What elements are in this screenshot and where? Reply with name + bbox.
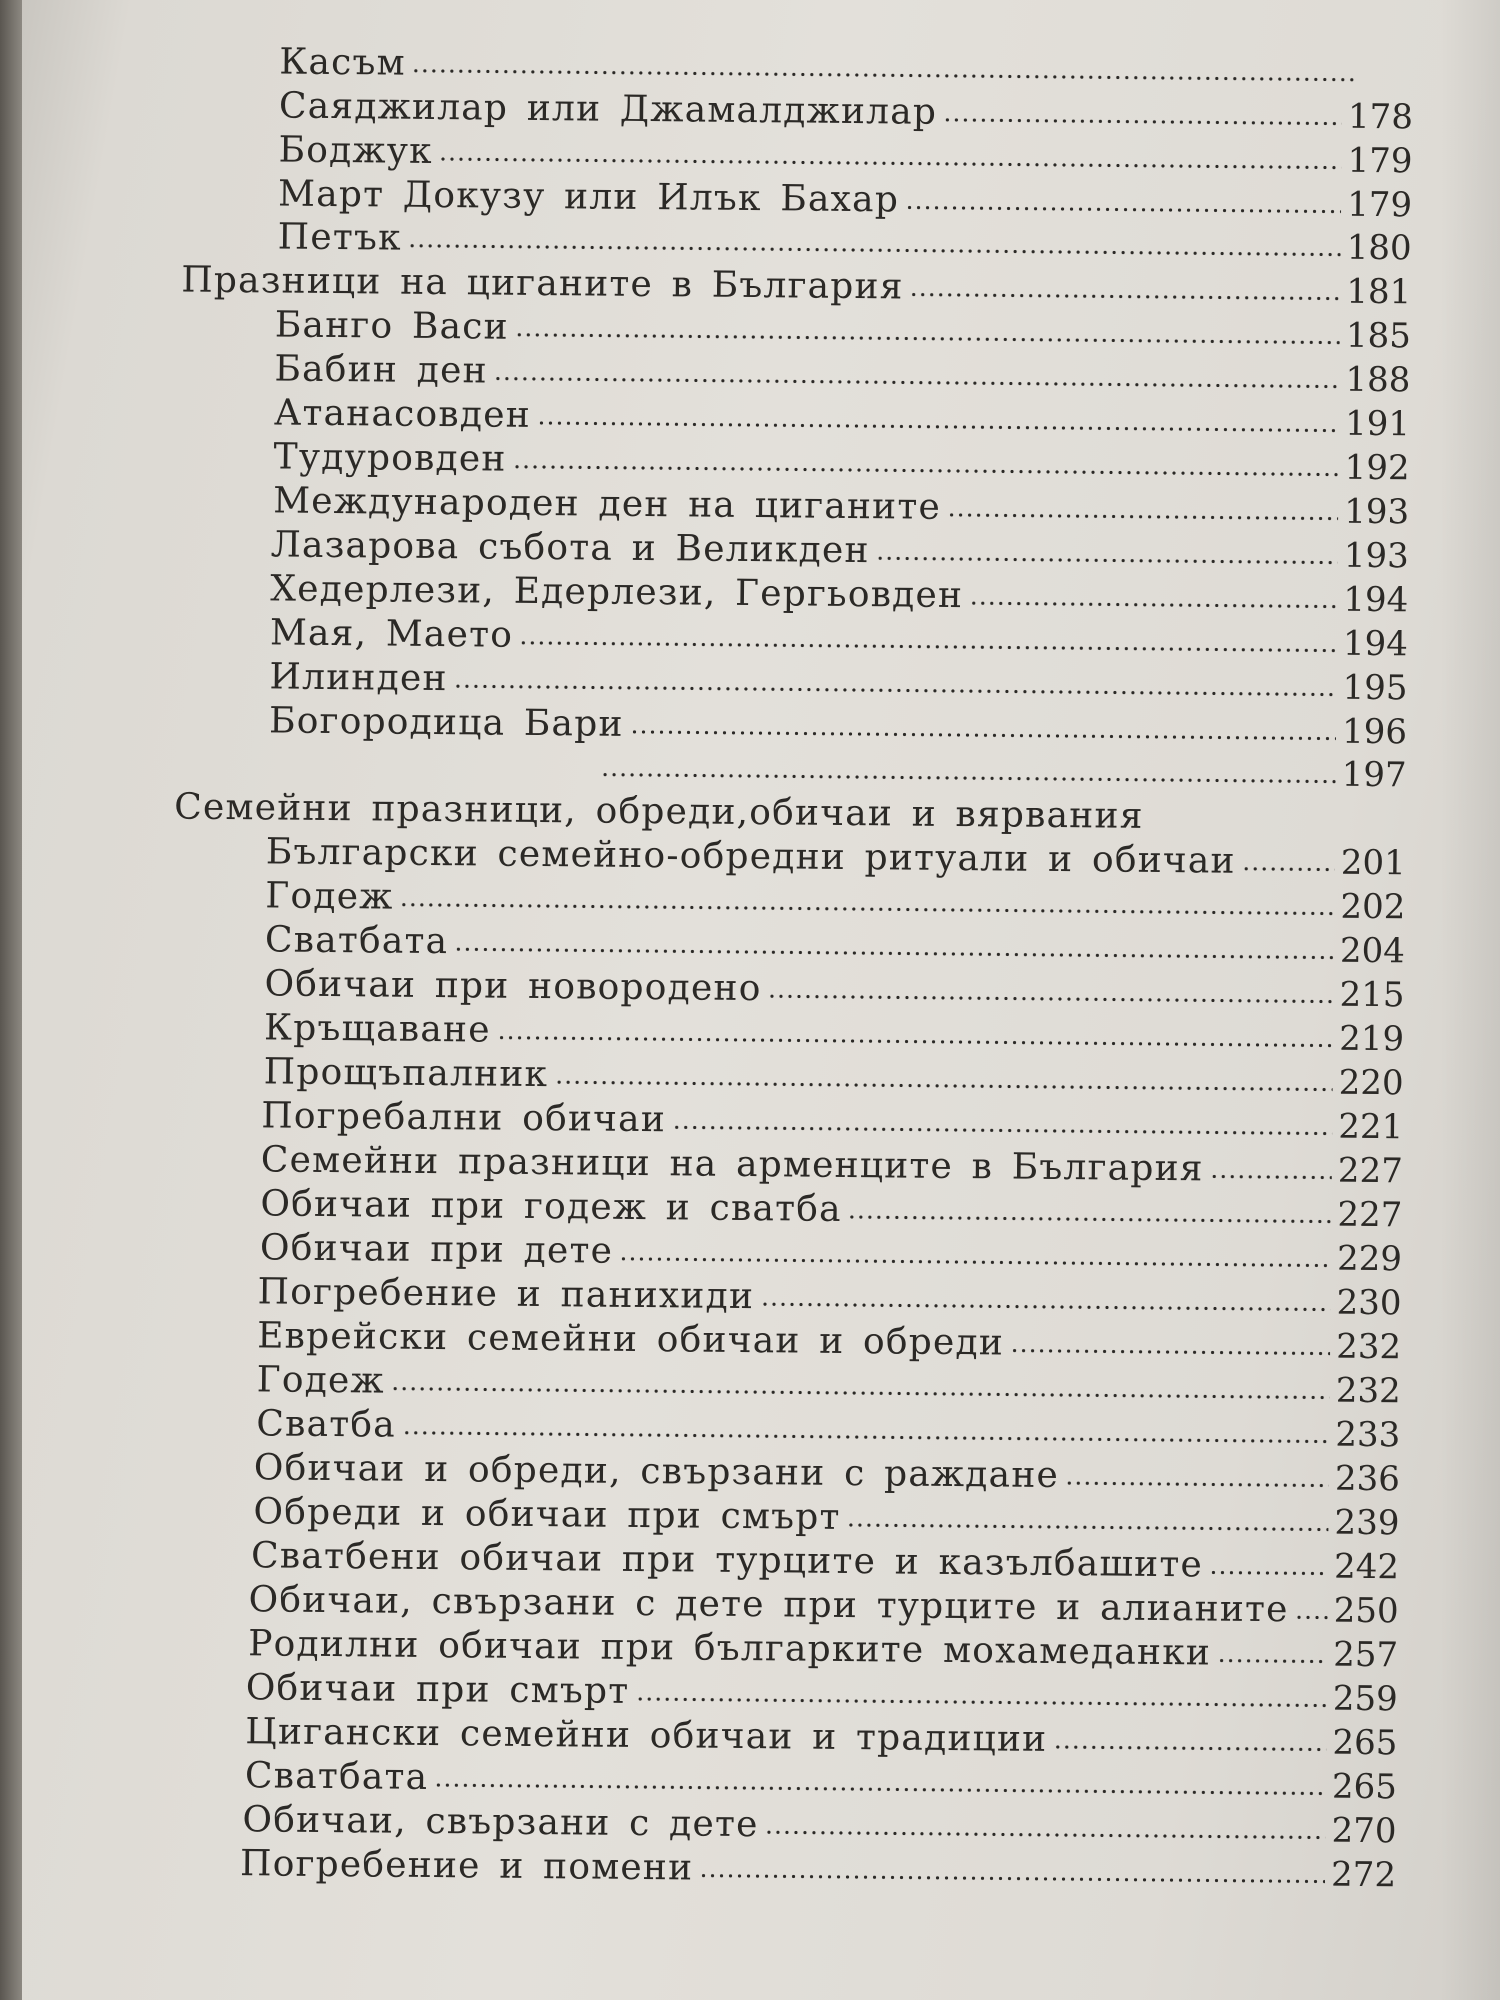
toc-entry-page: 227: [1337, 1194, 1403, 1236]
dot-leader: [630, 730, 1337, 741]
toc-entry-title: Касъм: [279, 41, 407, 84]
dot-leader: [519, 641, 1337, 653]
toc-entry-title: Атанасовден: [273, 392, 532, 436]
toc-entry-title: Семейни празници на арменците в България: [260, 1139, 1204, 1190]
dot-leader: [408, 244, 1341, 257]
toc-entry-page: 191: [1344, 403, 1411, 445]
toc-entry-page: 215: [1339, 974, 1405, 1016]
toc-entry-page: 188: [1345, 359, 1411, 401]
toc-entry-title: Обичаи, свързани с дете: [242, 1799, 759, 1846]
toc-entry-page: 265: [1331, 1766, 1398, 1808]
dot-leader: [619, 1257, 1331, 1268]
toc-entry-page: 180: [1346, 227, 1412, 269]
toc-entry-title: Богородица Бари: [268, 700, 624, 745]
toc-entry-page: 257: [1333, 1634, 1399, 1676]
toc-entry-page: 197: [1341, 754, 1407, 796]
toc-entry-title: Обичаи и обреди, свързани с раждане: [253, 1447, 1060, 1497]
toc-entry-title: Сватбата: [264, 919, 449, 963]
toc-entry-page: 192: [1344, 447, 1410, 489]
dot-leader: [434, 1783, 1326, 1796]
toc-entry-page: 185: [1345, 315, 1412, 357]
dot-leader: [943, 118, 1342, 126]
toc-entry-title: Погребение и панихиди: [257, 1271, 755, 1318]
toc-entry-title: Хедерлези, Едерлези, Гергьовден: [270, 568, 964, 617]
dot-leader: [454, 947, 1334, 959]
dot-leader: [494, 377, 1340, 389]
toc-entry-title: Обичаи при дете: [259, 1227, 614, 1272]
toc-entry-title: Родилни обичаи при българките мохамеданки: [248, 1623, 1212, 1674]
toc-entry-title: Погребение и помени: [239, 1843, 694, 1889]
dot-leader: [537, 421, 1339, 433]
toc-entry-page: 265: [1332, 1722, 1398, 1764]
toc-entry-page: 227: [1337, 1150, 1404, 1192]
toc-entry-title: Петък: [277, 216, 402, 259]
toc-entry-page: 194: [1342, 623, 1409, 665]
toc-entry-page: 229: [1336, 1238, 1403, 1280]
toc-entry-title: Международен ден на циганите: [273, 480, 942, 528]
toc-entry-title: Обичаи при новородено: [264, 963, 762, 1010]
toc-entry-page: 270: [1331, 1810, 1397, 1852]
toc-entry-page: 220: [1338, 1062, 1404, 1104]
toc-entry-page: 232: [1336, 1326, 1402, 1368]
dot-leader: [1242, 867, 1335, 872]
toc-entry-title: Празници на циганите в България: [181, 259, 904, 308]
toc-entry-page: 179: [1346, 184, 1413, 226]
dot-leader: [391, 1387, 1330, 1400]
dot-leader: [1217, 1659, 1327, 1664]
toc-entry-page: 272: [1330, 1854, 1397, 1896]
toc-entry-title: Илинден: [269, 656, 448, 700]
toc-entry: [594, 746, 1406, 798]
toc-entry-title: Лазарова събота и Великден: [270, 524, 870, 572]
toc-entry-page: 196: [1341, 711, 1408, 753]
book-spine: [0, 0, 22, 2000]
dot-leader: [910, 293, 1341, 301]
toc-entry-title: Боджук: [278, 129, 434, 172]
toc-entry-title: Бабин ден: [274, 348, 488, 392]
dot-leader: [412, 69, 1356, 82]
dot-leader: [454, 684, 1337, 696]
toc-entry-title: Саяджилар или Джамалджилар: [278, 85, 938, 133]
toc-entry-title: Годеж: [256, 1359, 386, 1402]
dot-leader: [947, 513, 1338, 521]
dot-leader: [1010, 1349, 1330, 1356]
toc-entry-title: Годеж: [265, 875, 394, 918]
toc-entry-title: Еврейски семейни обичаи и обреди: [256, 1315, 1005, 1364]
toc-entry-title: Семейни празници, обреди,обичаи и вярвания: [174, 786, 1144, 837]
dot-leader: [399, 903, 1334, 916]
dot-leader: [554, 1080, 1333, 1091]
table-of-contents: [22, 0, 1500, 2000]
toc-entry-page: 193: [1344, 491, 1410, 533]
dot-leader: [1065, 1481, 1329, 1488]
toc-entry-page: 259: [1332, 1678, 1398, 1720]
dot-leader: [760, 1302, 1331, 1311]
toc-entry-title: Цигански семейни обичаи и традиции: [245, 1711, 1048, 1760]
toc-entry-title: Погребални обичаи: [261, 1095, 667, 1141]
dot-leader: [699, 1874, 1325, 1884]
toc-entry-page: 181: [1346, 271, 1412, 313]
toc-entry-title: Кръщаване: [263, 1007, 491, 1051]
toc-entry-title: Обичаи при годеж и сватба: [260, 1183, 842, 1230]
toc-entry-page: 230: [1336, 1282, 1402, 1324]
toc-entry-page: 202: [1340, 886, 1406, 928]
toc-entry-title: Сватбата: [244, 1755, 429, 1798]
toc-entry-title: Обичаи при смърт: [245, 1667, 630, 1712]
toc-entry-page: 194: [1343, 579, 1409, 621]
toc-entry-title: Сватбени обичаи при турците и казълбашите: [250, 1535, 1204, 1586]
toc-entry-title: Март Докузу или Илък Бахар: [277, 173, 900, 221]
book-page: [22, 0, 1500, 2000]
toc-entry-title: Български семейно-обредни ритуали и обичаи: [265, 831, 1236, 882]
dot-leader: [515, 333, 1340, 345]
toc-entry-page: 221: [1338, 1106, 1404, 1148]
toc-entry-page: 179: [1347, 140, 1413, 182]
toc-entry-page: 219: [1338, 1018, 1405, 1060]
toc-entry-page: 232: [1335, 1370, 1401, 1412]
dot-leader: [497, 1036, 1334, 1048]
toc-entry-page: 178: [1347, 96, 1414, 138]
dot-leader: [601, 773, 1336, 784]
toc-entry-page: 233: [1335, 1414, 1401, 1456]
dot-leader: [439, 157, 1342, 170]
dot-leader: [876, 556, 1338, 564]
toc-entry-title: Тудуровден: [273, 436, 507, 480]
dot-leader: [767, 994, 1333, 1003]
toc-entry-page: 250: [1333, 1590, 1399, 1632]
dot-leader: [969, 601, 1337, 609]
dot-leader: [672, 1125, 1332, 1135]
toc-entry-page: 204: [1339, 930, 1406, 972]
toc-entry-title: Банго Васи: [274, 304, 510, 348]
toc-entry-page: 195: [1342, 667, 1408, 709]
dot-leader: [1210, 1174, 1332, 1179]
toc-entry-title: Обреди и обичаи при смърт: [253, 1491, 841, 1538]
toc-entry-page: 242: [1333, 1546, 1400, 1588]
toc-entry-title: Обичаи, свързани с дете при турците и алианите: [248, 1579, 1289, 1631]
toc-entry-page: 193: [1343, 535, 1409, 577]
toc-entry-title: Прощъпалник: [263, 1051, 549, 1096]
toc-entry-page: 236: [1334, 1458, 1401, 1500]
dot-leader: [1295, 1615, 1328, 1619]
toc-entry-title: Мая, Маето: [269, 612, 514, 656]
dot-leader: [402, 1431, 1330, 1444]
toc-entry-page: 239: [1334, 1502, 1400, 1544]
dot-leader: [847, 1523, 1329, 1532]
dot-leader: [1209, 1570, 1328, 1575]
dot-leader: [905, 205, 1341, 213]
dot-leader: [635, 1697, 1327, 1708]
dot-leader: [765, 1830, 1326, 1839]
dot-leader: [513, 465, 1339, 477]
dot-leader: [1053, 1745, 1326, 1752]
toc-entry-page: 201: [1340, 842, 1406, 884]
dot-leader: [848, 1215, 1332, 1224]
toc-entry-title: Сватба: [256, 1403, 397, 1446]
